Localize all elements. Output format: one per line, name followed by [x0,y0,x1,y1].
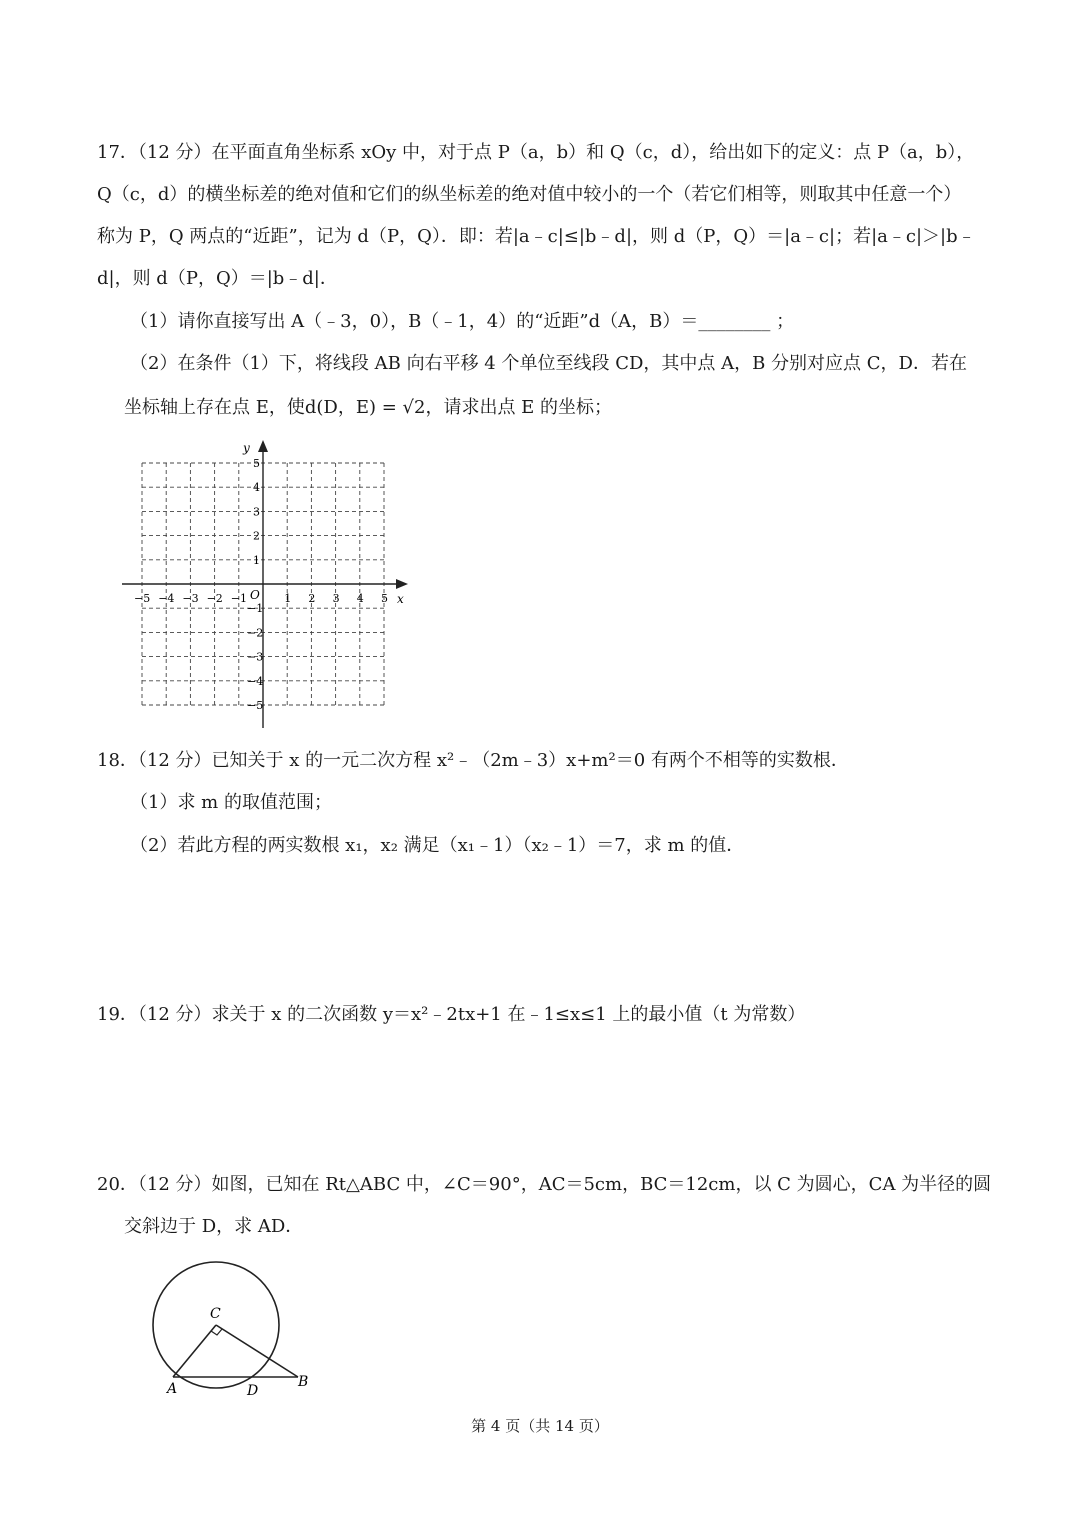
y-tick-label: −2 [247,626,264,640]
q17-part2-line1: （2）在条件（1）下，将线段 AB 向右平移 4 个单位至线段 CD，其中点 A，B 分别对应点 C，D．若在 [130,353,967,374]
origin-label: O [250,588,260,602]
x-tick-label: 5 [381,592,388,605]
q20-line2: 交斜边于 D，求 AD． [124,1216,304,1237]
y-tick-label: 1 [253,553,260,567]
q17-line1: 17．（12 分）在平面直角坐标系 xOy 中，对于点 P（a，b）和 Q（c，d），给出如下的定义：点 P（a，b）， [97,142,975,163]
x-tick-label: −3 [182,592,199,605]
q17-part1: （1）请你直接写出 A（﹣3，0），B（﹣1，4）的“近距”d（A，B）＝________ ； [130,311,795,332]
x-tick-label: −4 [158,592,175,605]
page-footer: 第 4 页（共 14 页） [471,1417,609,1435]
q18-part1: （1）求 m 的取值范围； [130,792,332,813]
coordinate-grid [118,436,418,728]
segment-ac [173,1325,216,1377]
q17-line4: d|，则 d（P，Q）＝|b﹣d|． [97,268,338,289]
y-tick-label: −3 [247,650,264,664]
label-a: A [167,1381,178,1397]
x-tick-label: 3 [332,592,340,605]
q20-line1: 20．（12 分）如图，已知在 Rt△ABC 中，∠C＝90°，AC＝5cm，BC＝12cm，以 C 为圆心，CA 为半径的圆 [97,1174,992,1195]
q17-line2: Q（c，d）的横坐标差的绝对值和它们的纵坐标差的绝对值中较小的一个（若它们相等，则取其中任意一个） [97,184,962,205]
q19-line1: 19．（12 分）求关于 x 的二次函数 y＝x²﹣2tx+1 在﹣1≤x≤1 上的最小值（t 为常数） [97,1004,806,1025]
y-axis-arrow [258,440,268,452]
y-tick-label: 4 [253,481,260,495]
x-tick-label: −2 [206,592,223,605]
x-tick-label: 4 [356,592,364,605]
x-tick-label: −1 [230,592,248,605]
y-tick-label: 5 [253,457,260,470]
y-axis-label: y [243,441,250,455]
q18-line1: 18．（12 分）已知关于 x 的一元二次方程 x²﹣（2m﹣3）x+m²＝0 有两个不相等的实数根． [97,750,849,771]
x-axis-arrow [396,579,408,589]
q17-line3: 称为 P，Q 两点的“近距”，记为 d（P，Q）．即：若|a﹣c|≤|b﹣d|，则 d（P，Q）＝|a﹣c|；若|a﹣c|＞|b﹣ [97,226,976,247]
q18-part2: （2）若此方程的两实数根 x₁，x₂ 满足（x₁﹣1）（x₂﹣1）＝7，求 m 的值． [130,835,745,856]
x-tick-label: −5 [134,592,151,605]
y-tick-label: 2 [253,529,260,543]
y-tick-label: −1 [247,602,264,616]
label-d: D [247,1383,259,1399]
q17-part2-line2: 坐标轴上存在点 E，使d(D，E) = √2，请求出点 E 的坐标； [124,397,613,418]
y-tick-label: 3 [253,505,260,519]
segment-cb [216,1325,298,1377]
y-tick-label: −5 [247,699,264,712]
label-c: C [210,1306,221,1322]
x-tick-label: 2 [308,592,316,605]
x-axis-label: x [397,592,404,606]
y-tick-label: −4 [247,674,264,688]
circle-triangle-figure [140,1255,320,1400]
x-tick-label: 1 [284,592,292,605]
label-b: B [298,1374,309,1390]
